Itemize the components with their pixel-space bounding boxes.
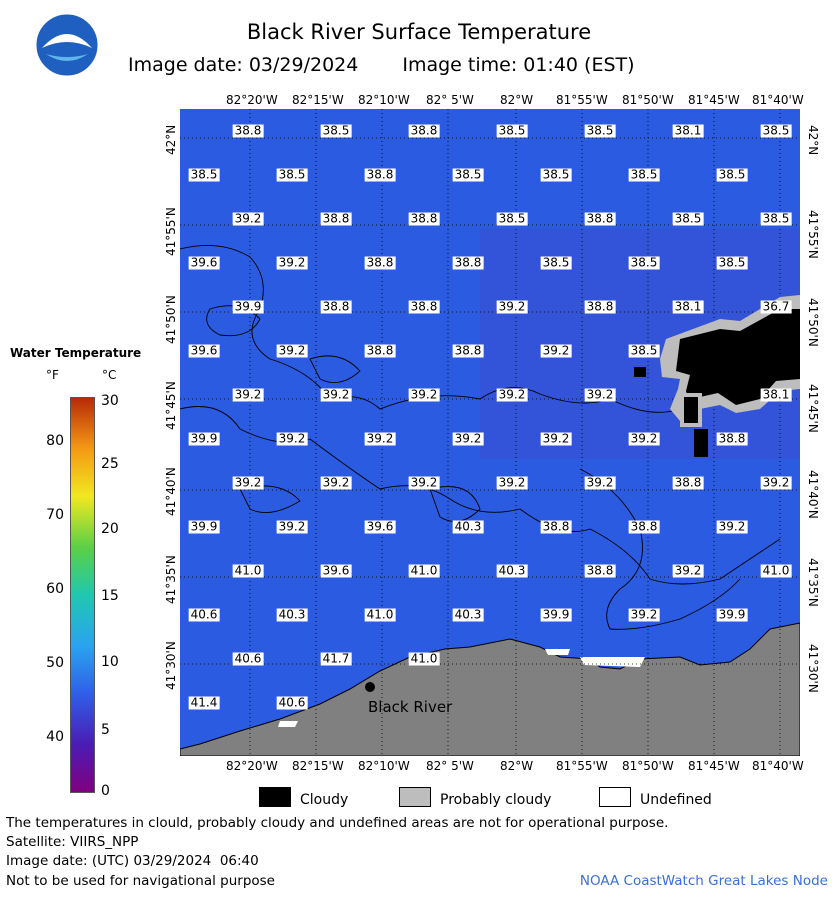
temp-label: 39.2	[586, 387, 614, 402]
temp-label: 39.9	[190, 519, 218, 534]
temp-label: 38.5	[630, 343, 658, 358]
temp-label: 38.5	[542, 167, 570, 182]
temp-label: 39.2	[718, 519, 746, 534]
temp-label: 39.2	[410, 387, 438, 402]
temp-label: 39.2	[542, 343, 570, 358]
temp-label: 38.5	[498, 211, 526, 226]
c-tick: 25	[101, 456, 119, 472]
temp-label: 38.5	[586, 123, 614, 138]
temp-label: 38.8	[454, 255, 482, 270]
legend-undefined-swatch	[599, 787, 631, 807]
temp-label: 41.0	[366, 607, 394, 622]
temp-label: 38.8	[586, 211, 614, 226]
temp-label: 39.2	[542, 431, 570, 446]
temp-label: 41.0	[410, 651, 438, 666]
temp-label: 38.5	[278, 167, 306, 182]
temp-label: 39.2	[234, 211, 262, 226]
temp-label: 38.8	[366, 167, 394, 182]
lon-tick: 81°45'W	[688, 93, 740, 107]
temp-label: 38.5	[762, 211, 790, 226]
f-tick: 50	[46, 655, 64, 671]
c-tick: 5	[101, 722, 110, 738]
temp-label: 38.8	[366, 255, 394, 270]
temp-label: 39.2	[322, 475, 350, 490]
lat-tick: 42°N	[806, 125, 820, 156]
temp-label: 40.3	[278, 607, 306, 622]
temp-label: 39.2	[498, 387, 526, 402]
temp-label: 38.5	[498, 123, 526, 138]
unit-f: °F	[46, 368, 59, 382]
unit-c: °C	[102, 368, 117, 382]
c-tick: 15	[101, 588, 119, 604]
temp-label: 38.5	[630, 255, 658, 270]
lon-tick: 82°15'W	[292, 759, 344, 773]
temp-label: 38.5	[542, 255, 570, 270]
c-tick: 0	[101, 783, 110, 799]
temp-label: 39.2	[234, 387, 262, 402]
lon-tick: 81°55'W	[556, 93, 608, 107]
c-tick: 30	[101, 393, 119, 409]
temp-label: 36.7	[762, 299, 790, 314]
lat-tick: 42°N	[164, 124, 178, 155]
temp-label: 38.5	[674, 211, 702, 226]
temp-label: 38.8	[586, 299, 614, 314]
image-time: Image time: 01:40 (EST)	[402, 54, 635, 76]
temp-label: 39.6	[322, 563, 350, 578]
legend-cloudy-swatch	[259, 787, 291, 807]
temp-label: 41.7	[322, 651, 350, 666]
temp-label: 39.9	[190, 431, 218, 446]
temp-label: 38.8	[410, 211, 438, 226]
temp-label: 39.2	[234, 475, 262, 490]
lon-tick: 82°15'W	[292, 93, 344, 107]
lat-tick: 41°50'N	[164, 295, 178, 344]
temp-label: 38.1	[762, 387, 790, 402]
temp-label: 38.8	[630, 519, 658, 534]
temp-label: 38.5	[630, 167, 658, 182]
temp-label: 41.0	[410, 563, 438, 578]
temp-label: 41.4	[190, 695, 218, 710]
temp-label: 39.2	[630, 431, 658, 446]
temp-label: 39.6	[366, 519, 394, 534]
f-tick: 70	[46, 507, 64, 523]
color-bar	[70, 397, 95, 793]
lon-tick: 82° 5'W	[426, 93, 474, 107]
temp-label: 38.8	[542, 519, 570, 534]
lon-tick: 82°W	[500, 93, 534, 107]
lat-tick: 41°40'N	[164, 467, 178, 516]
temp-label: 38.8	[366, 343, 394, 358]
temp-label: 38.1	[674, 299, 702, 314]
lat-tick: 41°35'N	[806, 558, 820, 607]
f-tick: 40	[46, 729, 64, 745]
temp-label: 40.3	[454, 519, 482, 534]
disclaimer-note: The temperatures in clould, probably cloudy and undefined areas are not for operational purpose.	[6, 815, 669, 831]
lat-tick: 41°50'N	[806, 298, 820, 347]
image-datetime	[128, 54, 635, 76]
temp-label: 40.6	[190, 607, 218, 622]
temp-label: 38.8	[410, 123, 438, 138]
black-river-label: Black River	[368, 698, 453, 716]
legend-cloudy-label: Cloudy	[300, 792, 349, 808]
lon-tick: 81°55'W	[556, 759, 608, 773]
temp-label: 39.9	[234, 299, 262, 314]
temp-label: 41.0	[762, 563, 790, 578]
lon-tick: 81°50'W	[622, 93, 674, 107]
lat-tick: 41°45'N	[806, 384, 820, 433]
lat-tick: 41°55'N	[164, 207, 178, 256]
lon-tick: 81°50'W	[622, 759, 674, 773]
lat-tick: 41°45'N	[164, 381, 178, 430]
lat-tick: 41°30'N	[806, 644, 820, 693]
temp-label: 41.0	[234, 563, 262, 578]
temp-label: 38.8	[234, 123, 262, 138]
nav-warning: Not to be used for navigational purpose	[6, 873, 275, 889]
temp-label: 39.2	[762, 475, 790, 490]
map-title: Black River Surface Temperature	[246, 20, 592, 44]
lon-tick: 82°W	[500, 759, 534, 773]
legend-probably-cloudy-swatch	[399, 787, 431, 807]
temp-label: 38.8	[718, 431, 746, 446]
temp-label: 38.5	[322, 123, 350, 138]
image-date: Image date: 03/29/2024	[128, 54, 359, 76]
temp-label: 39.2	[674, 563, 702, 578]
temp-label: 39.2	[278, 343, 306, 358]
temp-label: 38.5	[190, 167, 218, 182]
temp-label: 39.2	[454, 431, 482, 446]
temp-label: 38.5	[718, 255, 746, 270]
lon-tick: 82°10'W	[358, 759, 410, 773]
temp-label: 39.2	[630, 607, 658, 622]
c-tick: 10	[101, 654, 119, 670]
temp-label: 38.8	[586, 563, 614, 578]
lat-tick: 41°55'N	[806, 210, 820, 259]
temp-label: 38.1	[674, 123, 702, 138]
temp-label: 39.2	[498, 299, 526, 314]
temp-label: 39.2	[410, 475, 438, 490]
temp-label: 38.8	[410, 299, 438, 314]
temp-label: 39.2	[278, 431, 306, 446]
lon-tick: 81°40'W	[752, 759, 804, 773]
temp-label: 40.3	[454, 607, 482, 622]
c-tick: 20	[101, 521, 119, 537]
temp-label: 39.2	[322, 387, 350, 402]
temp-label: 39.9	[718, 607, 746, 622]
temperature-map	[180, 109, 800, 756]
utc-date: Image date: (UTC) 03/29/2024 06:40	[6, 853, 259, 869]
temp-label: 40.6	[278, 695, 306, 710]
temp-label: 39.6	[190, 343, 218, 358]
temp-label: 38.5	[718, 167, 746, 182]
f-tick: 80	[46, 433, 64, 449]
lon-tick: 82°10'W	[358, 93, 410, 107]
lon-tick: 81°40'W	[752, 93, 804, 107]
lon-tick: 81°45'W	[688, 759, 740, 773]
temp-label: 40.6	[234, 651, 262, 666]
legend-undefined-label: Undefined	[640, 792, 712, 808]
lon-tick: 82° 5'W	[426, 759, 474, 773]
satellite-info: Satellite: VIIRS_NPP	[6, 834, 139, 850]
lat-tick: 41°40'N	[806, 470, 820, 519]
credit: NOAA CoastWatch Great Lakes Node	[579, 873, 828, 889]
temp-label: 38.8	[322, 211, 350, 226]
temp-label: 39.6	[190, 255, 218, 270]
temp-label: 39.2	[366, 431, 394, 446]
lat-tick: 41°30'N	[164, 641, 178, 690]
legend-probably-cloudy-label: Probably cloudy	[440, 792, 552, 808]
temp-label: 40.3	[498, 563, 526, 578]
temp-label: 38.8	[454, 343, 482, 358]
temp-label: 39.2	[278, 255, 306, 270]
colorbar-title: Water Temperature	[10, 346, 142, 360]
lon-tick: 82°20'W	[226, 759, 278, 773]
temp-label: 38.8	[674, 475, 702, 490]
black-river-marker	[365, 682, 375, 692]
temp-label: 39.2	[278, 519, 306, 534]
temp-label: 39.2	[586, 475, 614, 490]
temp-label: 38.5	[454, 167, 482, 182]
temp-label: 39.9	[542, 607, 570, 622]
f-tick: 60	[46, 581, 64, 597]
temp-label: 38.8	[322, 299, 350, 314]
temp-label: 38.5	[762, 123, 790, 138]
temp-label: 39.2	[498, 475, 526, 490]
lon-tick: 82°20'W	[226, 93, 278, 107]
lat-tick: 41°35'N	[164, 555, 178, 604]
